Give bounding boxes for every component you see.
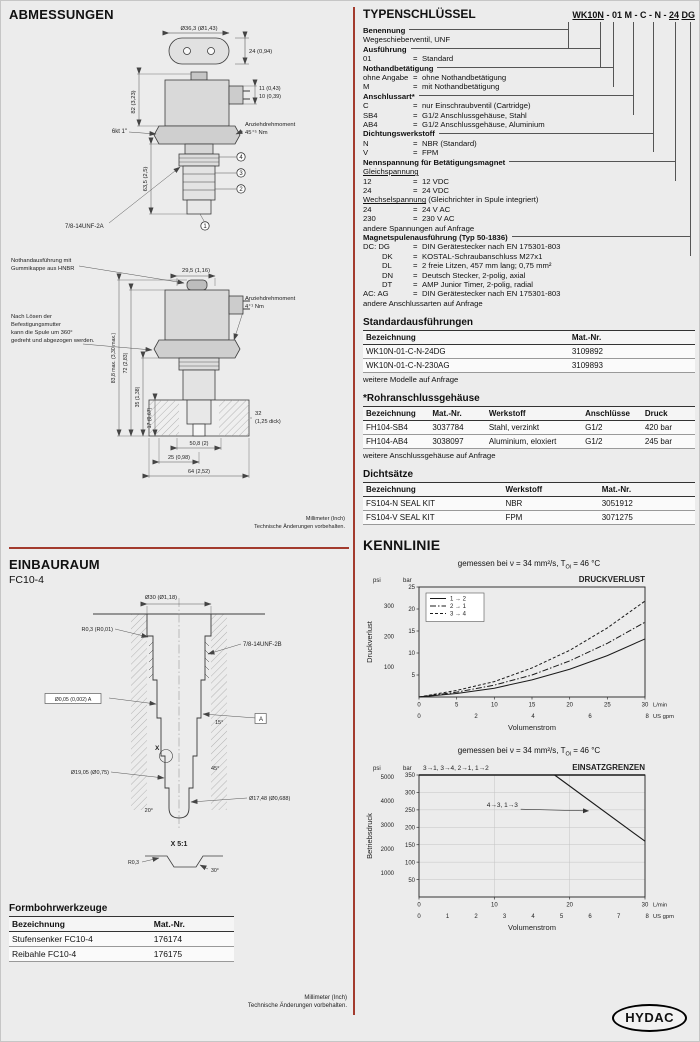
drawing-label: 24 (0,94) (249, 49, 273, 55)
column-header: Bezeichnung (363, 407, 429, 421)
note-subscript: Öl (565, 564, 571, 571)
y-axis-label: Druckverlust (365, 620, 374, 663)
type-key-heading: Nennspannung für Betätigungsmagnet (363, 158, 695, 167)
drawing-label: R0,3 (R0,01) (81, 627, 113, 633)
table-cell: WK10N-01-C-N-230AG (363, 359, 569, 373)
table-cell: 3051912 (599, 497, 695, 511)
x-axis-label: Volumenstrom (508, 923, 556, 933)
kennlinie-section (363, 537, 695, 948)
side-view-upper (154, 72, 250, 214)
drawing-label: 50,8 (2) (189, 441, 209, 447)
type-key-value: V = FPM (363, 148, 439, 158)
header-row (9, 917, 234, 932)
chart-annotation: 4→3, 1→3 (486, 802, 518, 810)
table-row (363, 511, 695, 525)
column-header: Bezeichnung (363, 483, 502, 497)
drawing-label: 45⁺⁵ Nm (245, 130, 268, 136)
table-cell: 3109893 (569, 359, 695, 373)
table-row (363, 345, 695, 359)
type-code-segment: 24 (668, 10, 679, 20)
x-tick-label-gpm: 6 (588, 713, 592, 720)
x-unit-gpm: US gpm (653, 713, 674, 720)
y-tick-label-bar: 150 (404, 843, 415, 850)
type-code-segment: - (660, 10, 669, 20)
top-view (169, 33, 249, 64)
footnote-units: Millimeter (Inch) (304, 995, 347, 1001)
drawing-label: Anziehdrehmoment (245, 296, 296, 302)
table-cell: Stufensenker FC10-4 (9, 932, 151, 947)
drawing-label: kann die Spule um 360° (11, 330, 73, 336)
type-note: Wegeschieberventil, UNF (363, 35, 451, 45)
table-cell: Aluminium, eloxiert (486, 435, 582, 449)
table-row (363, 497, 695, 511)
drawing-label: Nach Lösen der (11, 314, 52, 320)
note-text: gemessen bei ν = 34 mm²/s, T (457, 559, 566, 569)
drawing-label: 82 (3,23) (131, 90, 137, 114)
standard-table-wrap-table (363, 330, 695, 373)
type-key-heading: Benennung (363, 26, 695, 35)
y-tick-label-psi: 1000 (380, 871, 394, 878)
type-key-value: C = nur Einschraubventil (Cartridge) (363, 101, 531, 111)
table-cell: 245 bar (642, 435, 695, 449)
x-tick-label-gpm: 8 (645, 914, 649, 921)
x-unit-gpm: US gpm (653, 914, 674, 921)
formbohrwerkzeuge-table (9, 916, 234, 962)
y-axis-label: Betriebsdruck (365, 813, 374, 860)
drawing-label: 20° (144, 808, 153, 814)
type-code-connector (653, 22, 654, 152)
type-key-value: 01 = Standard (363, 54, 454, 64)
x-tick-label-gpm: 1 (445, 914, 450, 921)
formbohrwerkzeuge (9, 916, 234, 962)
column-header: Anschlüsse (582, 407, 642, 421)
type-code-segment: 01 (611, 10, 622, 20)
drawing-label: 83,8 max. (3,30 max.) (111, 332, 117, 384)
drawing-label: 4⁺¹ Nm (245, 304, 264, 310)
type-subheading: Wechselspannung (Gleichrichter in Spule integriert) (363, 195, 539, 205)
drawing-label: 45° (211, 766, 220, 772)
table-cell: 3037784 (429, 421, 485, 435)
type-note: andere Spannungen auf Anfrage (363, 223, 475, 233)
y-unit-bar: bar (403, 766, 412, 773)
rohranschluss-table-wrap-table (363, 406, 695, 449)
type-code (572, 10, 695, 20)
drawing-label: Ø17,48 (Ø0,688) (249, 796, 291, 802)
header-row (363, 407, 695, 421)
drawing-label: 64 (2,52) (187, 469, 211, 475)
kennlinie-title: KENNLINIE (363, 537, 441, 554)
y-tick-label-bar: 5 (411, 672, 415, 679)
section-divider (9, 547, 349, 549)
type-key-value: ohne Angabe = ohne Nothandbetätigung (363, 73, 507, 83)
type-code-segment: - (603, 10, 612, 20)
table-cell: WK10N-01-C-N-24DG (363, 345, 569, 359)
chart-series (555, 775, 645, 841)
type-key-value: 230 = 230 V AC (363, 214, 455, 224)
chart1-note (363, 559, 695, 571)
drawing-label: 30° (211, 868, 219, 874)
y-tick-label-psi: 2000 (380, 847, 394, 854)
y-tick-label-bar: 100 (404, 860, 415, 867)
drawing-label: 10 (0,39) (259, 94, 282, 100)
tables-group (363, 317, 695, 525)
cavity-drawing (9, 588, 349, 888)
footnote-changes: Technische Änderungen vorbehalten. (247, 1002, 347, 1009)
abmessungen-section (9, 7, 349, 539)
drawing-label: 29,5 (1,16) (181, 268, 211, 274)
table-cell: NBR (502, 497, 598, 511)
table-row (9, 947, 234, 962)
x-tick-label-gpm: 6 (588, 914, 592, 921)
table-cell: 176175 (151, 947, 234, 962)
table-cell: G1/2 (582, 421, 642, 435)
drawing-label: Ø36,3 (Ø1,43) (180, 26, 218, 32)
type-code-segment: - (631, 10, 640, 20)
standard-footer: weitere Modelle auf Anfrage (363, 375, 459, 385)
dimensions-drawing (9, 22, 349, 534)
table-cell: FH104-SB4 (363, 421, 429, 435)
x-tick-label: 20 (566, 702, 574, 709)
y-unit-psi: psi (373, 577, 381, 584)
type-key-value: N = NBR (Standard) (363, 138, 477, 148)
type-key-value: 24 = 24 VDC (363, 185, 449, 195)
x-tick-label: 10 (490, 702, 498, 709)
type-code-segment: - (646, 10, 655, 20)
dichtsaetze-table-wrap-table (363, 482, 695, 525)
x-tick-label: 20 (566, 902, 574, 909)
dichtsaetze-table-wrap (363, 482, 695, 525)
drawing-label: 25 (0,98) (167, 455, 191, 461)
table-cell: FPM (502, 511, 598, 525)
y-tick-label-psi: 300 (383, 603, 394, 610)
x-tick-label-gpm: 0 (417, 914, 421, 921)
type-code-segment: N (654, 10, 661, 20)
table-row (363, 421, 695, 435)
type-key-value: DC: DG = DIN Gerätestecker nach EN 175301-803 (363, 242, 561, 252)
note-text: = 46 °C (570, 745, 601, 755)
x-tick-label-gpm: 2 (474, 914, 478, 921)
y-tick-label-bar: 350 (404, 773, 415, 780)
y-tick-label-psi: 4000 (380, 799, 394, 806)
drawing-label: Befestigungsmutter (11, 322, 61, 328)
drawing-label: 7/8-14UNF-2A (65, 224, 104, 230)
einbauraum-title: EINBAURAUM (9, 557, 100, 572)
drawing-label: Gummikappe aus HNBR (11, 266, 75, 272)
table-row (363, 435, 695, 449)
table-cell: 420 bar (642, 421, 695, 435)
type-code-connector (633, 22, 634, 115)
x-tick-label-gpm: 5 (559, 914, 564, 921)
y-tick-label-bar: 15 (408, 628, 415, 635)
rohranschluss-table-wrap (363, 406, 695, 449)
cavity-code: FC10-4 (9, 574, 45, 586)
port-number: 1 (203, 224, 207, 230)
type-key-heading: Dichtungswerkstoff (363, 129, 695, 138)
drawing-label: Ø30 (Ø1,18) (144, 595, 178, 601)
table-row (363, 359, 695, 373)
note-text: = 46 °C (570, 559, 601, 569)
table-row (9, 932, 234, 947)
column-header: Bezeichnung (363, 331, 569, 345)
x-tick-label-gpm: 0 (417, 713, 421, 720)
note-subscript: Öl (565, 751, 571, 758)
y-tick-label-psi: 3000 (380, 823, 394, 830)
type-key-value: 24 = 24 V AC (363, 204, 451, 214)
type-key-value: DL = 2 freie Litzen, 457 mm lang; 0,75 mm² (382, 261, 552, 271)
legend-label: 3 → 4 (450, 611, 467, 618)
hydac-logo (612, 1004, 687, 1032)
type-key-value: AB4 = G1/2 Anschlussgehäuse, Aluminium (363, 120, 545, 130)
drawing-label: Anziehdrehmoment (245, 122, 296, 128)
column-divider (353, 7, 355, 1015)
drawing-label: 6kt 1" (111, 129, 127, 135)
x-tick-label: 10 (490, 902, 498, 909)
y-tick-label-bar: 10 (408, 650, 415, 657)
table-cell: 3038097 (429, 435, 485, 449)
drawing-label: Nothandausführung mit (11, 258, 72, 264)
rohranschluss-title: *Rohranschlussgehäuse (363, 393, 480, 405)
type-code-segment: C (639, 10, 647, 20)
port-number: 4 (239, 155, 243, 161)
type-code-connector (568, 22, 569, 49)
type-key-heading: Magnetspulenausführung (Typ 50-1836) (363, 233, 695, 242)
note-text: gemessen bei ν = 34 mm²/s, T (457, 745, 566, 755)
x-tick-label: 25 (603, 702, 611, 709)
drawing-label: gedreht und abgezogen werden. (11, 338, 95, 344)
type-key-value: M = mit Nothandbetätigung (363, 82, 500, 92)
y-tick-label-psi: 100 (383, 664, 394, 671)
type-subheading: Gleichspannung (363, 167, 419, 177)
drawing-label: X 5:1 (170, 841, 188, 848)
column-header: Mat.-Nr. (429, 407, 485, 421)
standard-title: Standardausführungen (363, 317, 474, 329)
y-unit-bar: bar (403, 577, 412, 584)
right-column (363, 7, 695, 948)
legend-label: 2 → 1 (450, 603, 467, 610)
typenschluessel-lines (363, 26, 695, 308)
drawing-label: Millimeter (Inch) (305, 516, 345, 522)
type-key-heading: Anschlussart* (363, 92, 695, 101)
x-tick-label-gpm: 8 (645, 713, 649, 720)
type-code-segment: M (624, 10, 632, 20)
header-row (363, 331, 695, 345)
type-key-value: DN = Deutsch Stecker, 2-polig, axial (382, 270, 526, 280)
drawing-label: 17 (0,67) (147, 407, 153, 429)
type-key-value: SB4 = G1/2 Anschlussgehäuse, Stahl (363, 110, 527, 120)
drawing-label: (1,25 dick) (255, 419, 281, 425)
x-tick-label: 0 (417, 702, 421, 709)
type-code-connector (675, 22, 676, 181)
x-tick-label: 30 (641, 702, 649, 709)
x-tick-label-gpm: 3 (502, 914, 507, 921)
column-header: Mat.-Nr. (151, 917, 234, 932)
port-number: 2 (239, 187, 243, 193)
formbohrwerkzeuge-block (9, 903, 234, 962)
x-tick-label: 15 (528, 702, 536, 709)
drawing-label: 63,5 (2,5) (143, 166, 149, 192)
y-tick-label-psi: 5000 (380, 775, 394, 782)
table-cell: Stahl, verzinkt (486, 421, 582, 435)
drawing-label: Ø19,05 (Ø0,75) (70, 770, 109, 776)
chart-title: DRUCKVERLUST (578, 574, 645, 584)
type-code-connector (690, 22, 691, 256)
standard-table-wrap (363, 330, 695, 373)
type-code-connector (613, 22, 614, 87)
table-cell: Reibahle FC10-4 (9, 947, 151, 962)
formbohrwerkzeuge-title: Formbohrwerkzeuge (9, 903, 108, 914)
x-axis-label: Volumenstrom (508, 722, 556, 732)
einbauraum-section (9, 557, 349, 962)
einsatzgrenzen-chart (363, 757, 693, 943)
drawing-label: R0,3 (128, 860, 139, 866)
type-key-heading: Ausführung (363, 45, 695, 54)
column-header: Bezeichnung (9, 917, 151, 932)
type-code-connector (600, 22, 601, 68)
x-tick-label-gpm: 7 (616, 914, 621, 921)
table-cell: 3071275 (599, 511, 695, 525)
x-tick-label: 30 (641, 902, 649, 909)
drawing-label: A (259, 717, 264, 723)
x-tick-label-gpm: 4 (531, 713, 535, 720)
table-cell: G1/2 (582, 435, 642, 449)
y-tick-label-bar: 25 (408, 584, 415, 591)
drawing-label: 7/8-14UNF-2B (243, 642, 282, 648)
port-number: 3 (239, 171, 243, 177)
table-cell: FS104-V SEAL KIT (363, 511, 502, 525)
typenschluessel-section (363, 7, 695, 308)
y-tick-label-bar: 20 (408, 606, 415, 613)
type-key-value: AC: AG = DIN Gerätestecker nach EN 175301-803 (363, 289, 561, 299)
type-key-value: DT = AMP Junior Timer, 2-polig, radial (382, 279, 533, 289)
side-view-lower (149, 280, 250, 436)
x-tick-label-gpm: 4 (531, 914, 535, 921)
y-tick-label-bar: 200 (404, 825, 415, 832)
type-key-heading: Nothandbetätigung (363, 64, 695, 73)
typenschluessel-title: TYPENSCHLÜSSEL (363, 7, 476, 21)
drawing-label: 35 (1,38) (135, 386, 141, 408)
drawing-label: 32 (255, 411, 262, 417)
type-note: andere Anschlussarten auf Anfrage (363, 298, 483, 308)
footnote (147, 995, 347, 1010)
legend-label: 1 → 2 (450, 596, 467, 603)
plot-frame (419, 775, 645, 897)
drawing-label: 72 (2,83) (123, 352, 129, 374)
drawing-label: Ø0,05 (0,002) A (54, 697, 92, 703)
x-tick-label-gpm: 2 (474, 713, 478, 720)
table-cell: FS104-N SEAL KIT (363, 497, 502, 511)
x-unit: L/min (653, 702, 668, 709)
y-tick-label-bar: 50 (408, 878, 415, 885)
x-tick-label: 0 (417, 902, 421, 909)
y-tick-label-bar: 250 (404, 808, 415, 815)
abmessungen-title: ABMESSUNGEN (9, 7, 114, 22)
column-header: Werkstoff (486, 407, 582, 421)
chart-annotation: 3→1, 3→4, 2→1, 1→2 (423, 765, 489, 773)
table-cell: 176174 (151, 932, 234, 947)
y-unit-psi: psi (373, 766, 381, 773)
y-tick-label-psi: 200 (383, 634, 394, 641)
left-column (9, 7, 349, 1037)
column-header: Werkstoff (502, 483, 598, 497)
x-unit: L/min (653, 902, 668, 909)
column-header: Druck (642, 407, 695, 421)
type-key-value: DK = KOSTAL-Schraubanschluss M27x1 (382, 251, 543, 261)
rohranschluss-footer: weitere Anschlussgehäuse auf Anfrage (363, 451, 496, 461)
type-code-segment: WK10N (572, 10, 604, 20)
chart2-note (363, 746, 695, 758)
header-row (363, 483, 695, 497)
dichtsaetze-title: Dichtsätze (363, 469, 414, 481)
drawing-label: Technische Änderungen vorbehalten. (254, 524, 345, 530)
chart-series (419, 622, 645, 697)
column-header: Mat.-Nr. (569, 331, 695, 345)
hydac-logo-text: HYDAC (625, 1010, 674, 1025)
table-cell: FH104-AB4 (363, 435, 429, 449)
drawing-label: 11 (0,43) (259, 86, 281, 92)
type-key-value: 12 = 12 VDC (363, 176, 449, 186)
drawing-label: 15° (215, 720, 224, 726)
typenschluessel-header (363, 7, 695, 21)
y-tick-label-bar: 300 (404, 791, 415, 798)
table-cell: 3109892 (569, 345, 695, 359)
type-code-segment: DG (681, 10, 695, 20)
chart-title: EINSATZGRENZEN (572, 763, 645, 773)
druckverlust-chart (363, 571, 693, 735)
x-tick-label: 5 (454, 702, 459, 709)
column-header: Mat.-Nr. (599, 483, 695, 497)
drawing-label: X (155, 745, 160, 752)
